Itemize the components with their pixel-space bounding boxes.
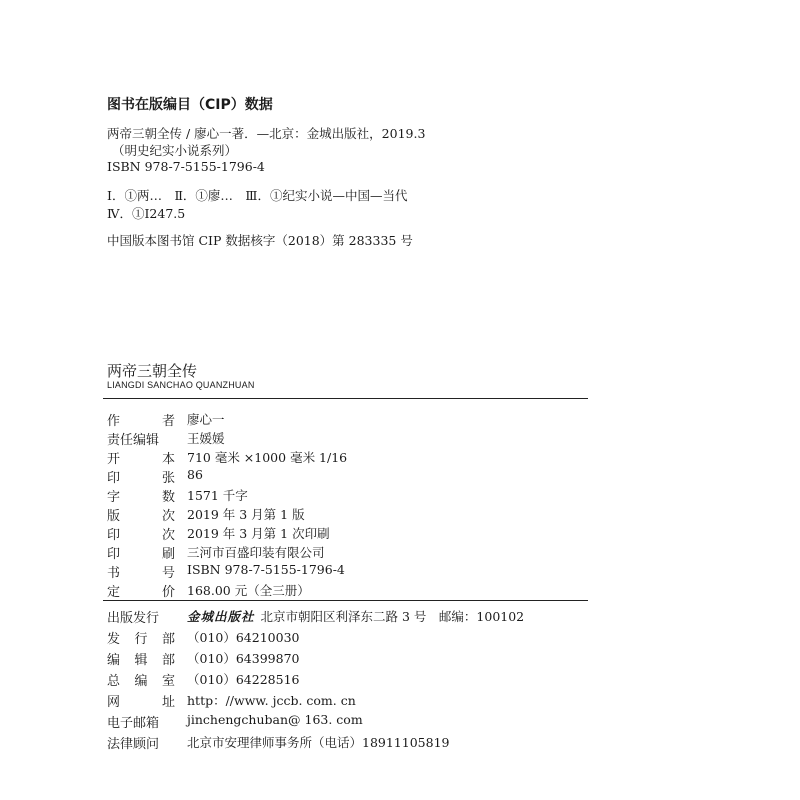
label-char: 次 (161, 528, 175, 543)
publisher-label (107, 607, 175, 626)
book-title-pinyin: LIANGDI SANCHAO QUANZHUAN (107, 380, 255, 390)
label-char: 张 (161, 471, 175, 486)
contact-value: （010）64399870 (187, 651, 300, 666)
detail-value: 168.00 元（全三册） (187, 583, 310, 598)
label-char: 书 (107, 566, 121, 581)
detail-value: 2019 年 3 月第 1 次印刷 (187, 526, 330, 541)
label-char: 定 (107, 585, 121, 600)
label-char: 编 (133, 433, 147, 448)
label-char: 出 (107, 611, 121, 626)
label-char: 印 (107, 471, 121, 486)
label-char: 次 (161, 509, 175, 524)
cip-line: 中国版本图书馆 CIP 数据核字（2018）第 283335 号 (107, 233, 413, 248)
label-char: 辑 (134, 653, 148, 668)
detail-label (107, 524, 175, 543)
label-char: 版 (120, 611, 134, 626)
label-char: 法 (107, 737, 121, 752)
contact-label (107, 712, 175, 731)
label-char: 者 (161, 414, 175, 429)
label-char: 价 (161, 585, 175, 600)
detail-label (107, 429, 175, 448)
book-title: 两帝三朝全传 (107, 362, 198, 380)
detail-value: 2019 年 3 月第 1 版 (187, 507, 305, 522)
label-char: 址 (161, 695, 175, 710)
label-char: 号 (161, 566, 175, 581)
cip-line: ISBN 978-7-5155-1796-4 (107, 159, 265, 174)
label-char: 部 (161, 653, 175, 668)
contact-value: （010）64210030 (187, 630, 300, 645)
detail-label (107, 543, 175, 562)
label-char: 发 (107, 632, 121, 647)
label-char: 发 (133, 611, 147, 626)
contact-value: jinchengchuban@ 163. com (187, 712, 363, 727)
label-char: 辑 (146, 433, 160, 448)
label-char: 箱 (146, 716, 160, 731)
publisher-value (187, 607, 524, 625)
detail-label (107, 581, 175, 600)
contact-label (107, 670, 175, 689)
contact-value: http：//www. jccb. com. cn (187, 693, 356, 708)
label-char: 行 (134, 632, 148, 647)
detail-value: 710 毫米 ×1000 毫米 1/16 (187, 450, 348, 465)
label-char: 问 (146, 737, 160, 752)
label-char: 电 (107, 716, 121, 731)
label-char: 印 (107, 528, 121, 543)
detail-label (107, 505, 175, 524)
detail-value: 王媛媛 (187, 431, 225, 446)
contact-label (107, 733, 175, 752)
label-char: 责 (107, 433, 121, 448)
label-char: 行 (146, 611, 160, 626)
contact-value: （010）64228516 (187, 672, 300, 687)
label-char: 子 (120, 716, 134, 731)
contact-label (107, 628, 175, 647)
detail-label (107, 448, 175, 467)
label-char: 室 (161, 674, 175, 689)
detail-value: ISBN 978-7-5155-1796-4 (187, 562, 345, 577)
label-char: 网 (107, 695, 121, 710)
label-char: 开 (107, 452, 121, 467)
publisher-address: 北京市朝阳区利泽东二路 3 号 邮编：100102 (260, 609, 525, 624)
cip-line: （明史纪实小说系列） (112, 143, 238, 158)
label-char: 编 (107, 653, 121, 668)
cip-line: Ⅳ．①I247.5 (107, 206, 186, 221)
label-char: 任 (120, 433, 134, 448)
label-char: 总 (107, 674, 121, 689)
label-char: 印 (107, 547, 121, 562)
label-char: 邮 (133, 716, 147, 731)
label-char: 顾 (133, 737, 147, 752)
detail-label (107, 562, 175, 581)
divider (103, 600, 588, 601)
label-char: 版 (107, 509, 121, 524)
detail-value: 廖心一 (187, 412, 225, 427)
label-char: 刷 (161, 547, 175, 562)
label-char: 数 (161, 490, 175, 505)
publisher-logo: 金城出版社 (187, 609, 255, 624)
label-char: 本 (161, 452, 175, 467)
detail-value: 1571 千字 (187, 488, 248, 503)
detail-value: 三河市百盛印装有限公司 (187, 545, 325, 560)
detail-label (107, 486, 175, 505)
label-char: 作 (107, 414, 121, 429)
divider (103, 398, 588, 399)
label-char: 部 (161, 632, 175, 647)
label-char: 律 (120, 737, 134, 752)
cip-heading: 图书在版编目（CIP）数据 (107, 97, 273, 113)
contact-label (107, 649, 175, 668)
contact-label (107, 691, 175, 710)
detail-value: 86 (187, 467, 203, 482)
contact-value: 北京市安理律师事务所（电话）18911105819 (187, 735, 450, 750)
detail-label (107, 410, 175, 429)
cip-line: Ⅰ．①两… Ⅱ．①廖… Ⅲ．①纪实小说—中国—当代 (107, 188, 408, 203)
cip-line: 两帝三朝全传 / 廖心一著．—北京：金城出版社，2019.3 (107, 126, 426, 141)
detail-label (107, 467, 175, 486)
label-char: 字 (107, 490, 121, 505)
label-char: 编 (134, 674, 148, 689)
